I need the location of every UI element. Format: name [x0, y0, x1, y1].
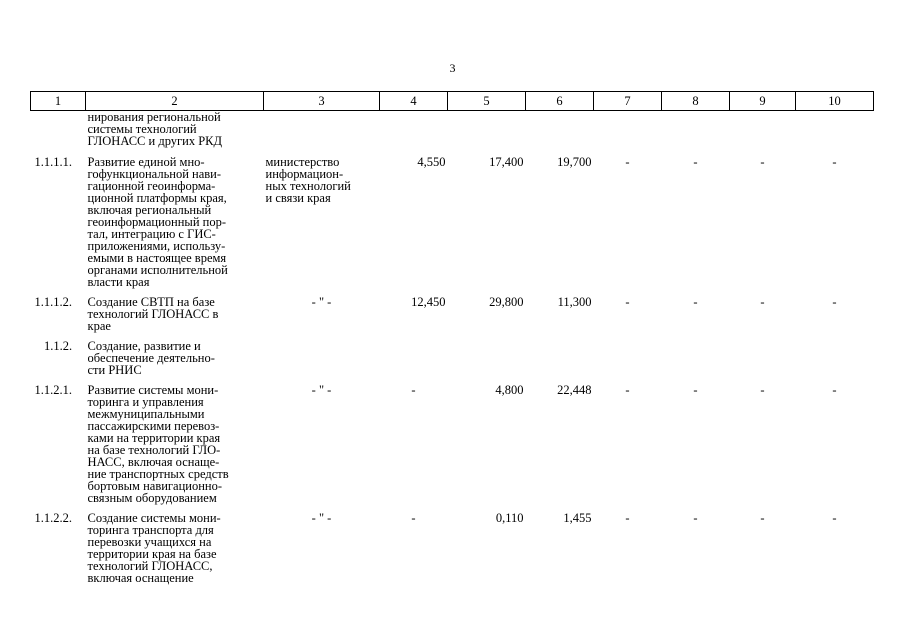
cell-col9: - [760, 295, 765, 309]
col-2-header: 2 [86, 92, 264, 111]
column-number-row [31, 92, 874, 111]
row-number: 1.1.1.1. [34, 155, 72, 169]
cell-col8 [662, 111, 730, 151]
cell-col8: - [693, 155, 698, 169]
col-6-header: 6 [526, 92, 594, 111]
row-name: Создание, развитие и обеспечение деятельно- сти РНИС [87, 339, 215, 377]
row-name: Создание системы мони- торинга транспорта для перевозки учащихся на территории края на базе технологий ГЛОНАСС, включая оснащение [87, 511, 221, 585]
cell-col9: - [760, 155, 765, 169]
cell-col4: - [411, 511, 416, 525]
row-executor [264, 334, 380, 378]
row-number: 1.1.2. [43, 339, 73, 353]
cell-col6: 19,700 [557, 155, 592, 169]
cell-col7: - [625, 511, 630, 525]
row-executor: - " - [311, 295, 332, 309]
page-number: 3 [449, 61, 456, 75]
cell-col10: - [832, 295, 837, 309]
col-1-header: 1 [31, 92, 86, 111]
cell-col8: - [693, 295, 698, 309]
table-row [31, 506, 874, 586]
table-row [31, 290, 874, 334]
cell-col10: - [832, 155, 837, 169]
cell-col10 [796, 111, 874, 151]
cell-col7: - [625, 383, 630, 397]
cell-col5: 4,800 [495, 383, 524, 397]
cell-col10: - [832, 383, 837, 397]
col-4-header: 4 [380, 92, 448, 111]
cell-col6: 11,300 [557, 295, 592, 309]
cell-col10: - [832, 511, 837, 525]
cell-col5 [448, 334, 526, 378]
cell-col5 [448, 111, 526, 151]
cell-col10 [796, 334, 874, 378]
cell-col4 [380, 334, 448, 378]
row-name: Развитие единой мно- гофункциональной нави- гационной геоинформа- ционной платформы края, включая региональный геоинформационный пор- тал, интеграцию с ГИС- приложениями, использу- емыми в настоящее время органами исполнительной власти края [87, 155, 228, 289]
cell-col7 [594, 111, 662, 151]
row-executor: министерство информацион- ных технологий и связи края [265, 155, 351, 205]
cell-col8 [662, 334, 730, 378]
cell-col5: 0,110 [495, 511, 524, 525]
cell-col4: 12,450 [411, 295, 446, 309]
cell-col9: - [760, 383, 765, 397]
table-row [31, 378, 874, 506]
program-table [30, 91, 874, 586]
cell-col7: - [625, 155, 630, 169]
cell-col6 [526, 111, 594, 151]
table-row [31, 111, 874, 151]
row-number: 1.1.2.2. [34, 511, 72, 525]
cell-col5: 29,800 [489, 295, 524, 309]
col-7-header: 7 [594, 92, 662, 111]
cell-col4: - [411, 383, 416, 397]
row-executor: - " - [311, 383, 332, 397]
cell-col9: - [760, 511, 765, 525]
col-9-header: 9 [730, 92, 796, 111]
cell-col6 [526, 334, 594, 378]
row-number [31, 111, 86, 151]
cell-col5: 17,400 [489, 155, 524, 169]
row-number: 1.1.2.1. [34, 383, 72, 397]
cell-col4 [380, 111, 448, 151]
row-name: Создание СВТП на базе технологий ГЛОНАСС в крае [87, 295, 219, 333]
row-number: 1.1.1.2. [34, 295, 72, 309]
col-8-header: 8 [662, 92, 730, 111]
row-executor: - " - [311, 511, 332, 525]
table-row [31, 334, 874, 378]
table-row [31, 150, 874, 290]
cell-col8: - [693, 383, 698, 397]
cell-col7: - [625, 295, 630, 309]
col-3-header: 3 [264, 92, 380, 111]
cell-col9 [730, 334, 796, 378]
cell-col9 [730, 111, 796, 151]
col-10-header: 10 [796, 92, 874, 111]
cell-col4: 4,550 [417, 155, 446, 169]
cell-col8: - [693, 511, 698, 525]
col-5-header: 5 [448, 92, 526, 111]
row-name: Развитие системы мони- торинга и управления межмуниципальными пассажирскими перевоз- ками на территории края на базе технологий ГЛО- НАСС, включая оснаще- ние транспортных средств бортовым навигационно- связным оборудованием [87, 383, 229, 505]
cell-col6: 1,455 [563, 511, 592, 525]
row-executor [264, 111, 380, 151]
cell-col7 [594, 334, 662, 378]
cell-col6: 22,448 [557, 383, 592, 397]
row-name: нирования региональной системы технологий ГЛОНАСС и других РКД [87, 110, 223, 148]
